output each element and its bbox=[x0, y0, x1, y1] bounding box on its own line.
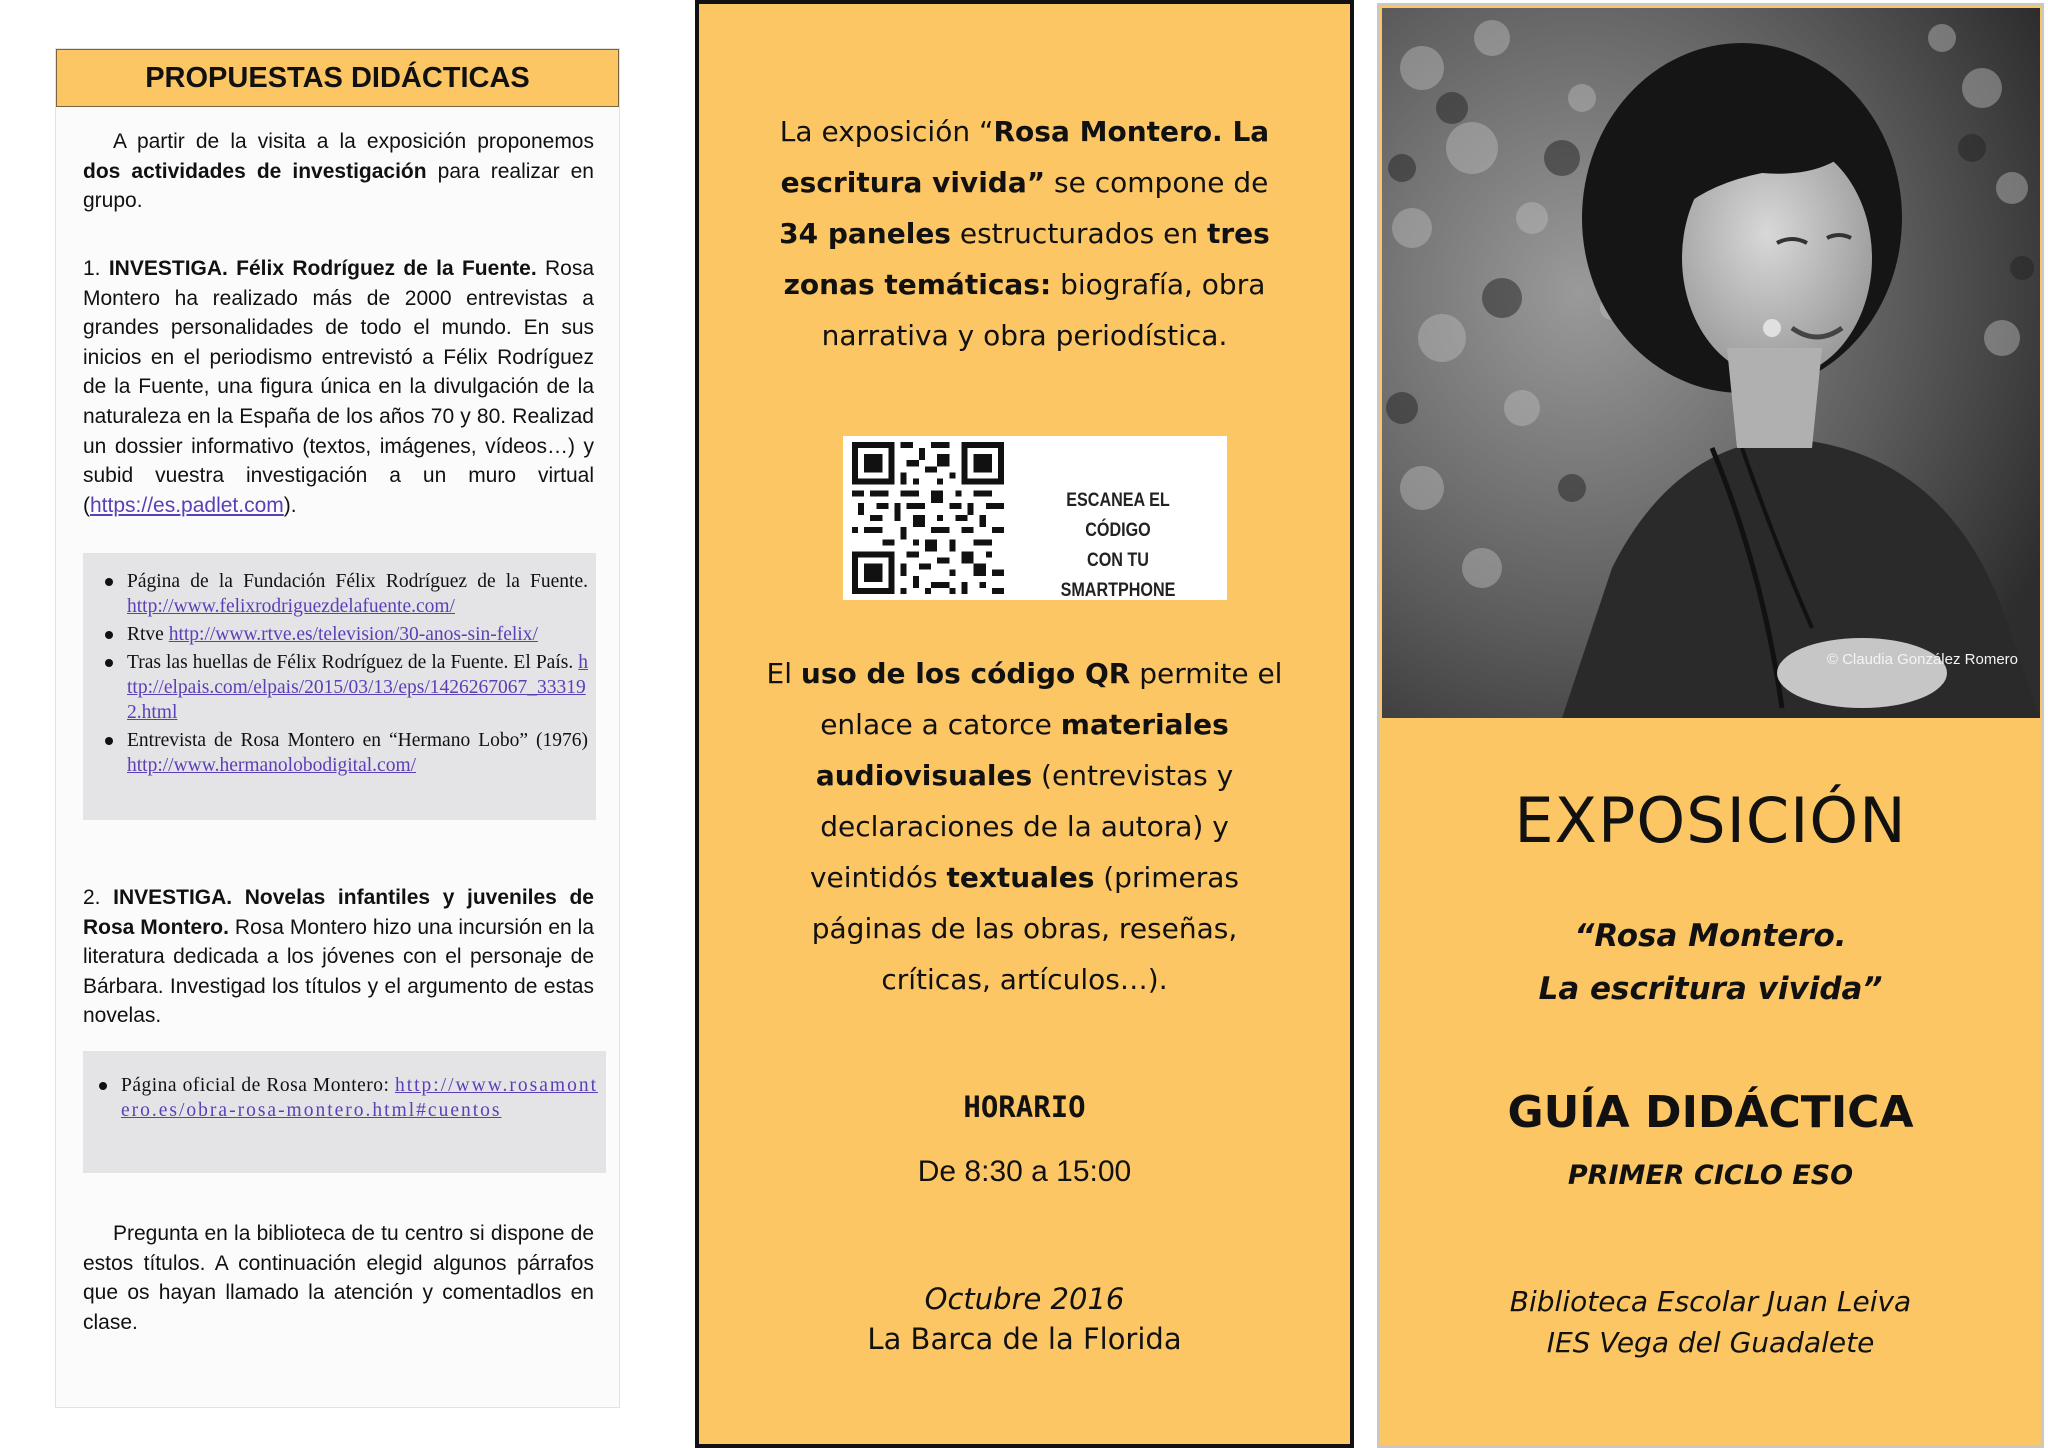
hermanolobo-link[interactable]: http://www.hermanolobodigital.com/ bbox=[127, 755, 417, 776]
list-item: Página de la Fundación Félix Rodríguez de la Fuente. http://www.felixrodriguezdelafuente.com/ bbox=[127, 571, 588, 617]
links-list-1 bbox=[83, 569, 588, 778]
library-credit: Biblioteca Escolar Juan Leiva IES Vega del Guadalete bbox=[1509, 1285, 1912, 1359]
panel-title: PROPUESTAS DIDÁCTICAS bbox=[56, 49, 619, 107]
list-item: Rtve http://www.rtve.es/television/30-anos-sin-felix/ bbox=[127, 622, 588, 647]
padlet-link[interactable]: https://es.padlet.com bbox=[90, 493, 284, 517]
photo-credit: © Claudia González Romero bbox=[1826, 651, 2018, 668]
links-box-2 bbox=[83, 1051, 606, 1173]
propuestas-panel bbox=[55, 48, 620, 1408]
cycle-label: PRIMER CICLO ESO bbox=[1567, 1160, 1854, 1191]
cover-panel bbox=[1377, 3, 2044, 1448]
exposicion-title: EXPOSICIÓN bbox=[1514, 784, 1907, 857]
links-list-2 bbox=[83, 1073, 598, 1123]
qr-code-icon[interactable] bbox=[852, 442, 1004, 594]
horario-time: De 8:30 a 15:00 bbox=[917, 1155, 1132, 1188]
qr-code-box[interactable] bbox=[843, 436, 1227, 600]
rtve-link[interactable]: http://www.rtve.es/television/30-anos-sin-felix/ bbox=[168, 624, 538, 645]
activity-2-paragraph: 2. INVESTIGA. Novelas infantiles y juveniles de Rosa Montero. Rosa Montero hizo una incursión en la literatura dedicada a los jóvenes con el personaje de Bárbara. Investigad los títulos y el argumento de estas novelas. bbox=[83, 886, 594, 1028]
list-item: Tras las huellas de Félix Rodríguez de la Fuente. El País. http://elpais.com/elpais/2015/03/13/eps/1426267067_333192.html bbox=[127, 652, 588, 723]
links-box-1 bbox=[83, 553, 596, 820]
qr-paragraph: El uso de los código QR permite el enlace a catorce materiales audiovisuales (entrevistas y declaraciones de la autora) y veintidós textuales (primeras páginas de las obras, reseñas, críticas, artículos…). bbox=[766, 657, 1283, 996]
place-text: La Barca de la Florida bbox=[867, 1322, 1182, 1356]
qr-caption: ESCANEA EL CÓDIGO CON TU SMARTPHONE bbox=[1060, 490, 1176, 601]
guia-title: GUÍA DIDÁCTICA bbox=[1507, 1087, 1914, 1138]
fundacion-link[interactable]: http://www.felixrodriguezdelafuente.com/ bbox=[127, 596, 455, 617]
rosamontero-link[interactable]: http://www.rosamontero.es/obra-rosa-montero.html#cuentos bbox=[121, 1075, 598, 1121]
intro-paragraph: A partir de la visita a la exposición proponemos dos actividades de investigación para realizar en grupo. bbox=[83, 130, 594, 213]
activity-1-paragraph: 1. INVESTIGA. Félix Rodríguez de la Fuente. Rosa Montero ha realizado más de 2000 entrevistas a grandes personalidades de todo el mundo. En sus inicios en el periodismo entrevistó a Félix Rodríguez de la Fuente, una figura única en la divulgación de la naturaleza en la España de los años 70 y 80. Realizad un dossier informativo (textos, imágenes, vídeos…) y subid vuestra investigación a un muro virtual (https://es.padlet.com). bbox=[83, 257, 594, 517]
closing-paragraph: Pregunta en la biblioteca de tu centro si dispone de estos títulos. A continuación elegid algunos párrafos que os hayan llamado la atención y comentadlos en clase. bbox=[83, 1222, 594, 1334]
activity-1-title: INVESTIGA. Félix Rodríguez de la Fuente. bbox=[108, 257, 537, 280]
horario-heading: HORARIO bbox=[963, 1090, 1086, 1124]
intro-paragraph-middle: La exposición “Rosa Montero. La escritura vivida” se compone de 34 paneles estructurados en tres zonas temáticas: biografía, obra narrativa y obra periodística. bbox=[779, 115, 1270, 352]
portrait-image bbox=[1382, 8, 2040, 718]
exposicion-subtitle: “Rosa Montero. La escritura vivida” bbox=[1538, 918, 1883, 1007]
activity-2-title: INVESTIGA. Novelas infantiles y juveniles de Rosa Montero. bbox=[83, 886, 594, 939]
author-photo bbox=[1382, 8, 2040, 718]
exposicion-info-panel bbox=[695, 0, 1354, 1448]
date-text: Octubre 2016 bbox=[924, 1282, 1125, 1316]
list-item: Entrevista de Rosa Montero en “Hermano Lobo” (1976) http://www.hermanolobodigital.com/ bbox=[127, 730, 588, 776]
elpais-link[interactable]: http://elpais.com/elpais/2015/03/13/eps/1426267067_333192.html bbox=[127, 652, 588, 723]
list-item: Página oficial de Rosa Montero: http://www.rosamontero.es/obra-rosa-montero.html#cuentos bbox=[121, 1075, 598, 1121]
